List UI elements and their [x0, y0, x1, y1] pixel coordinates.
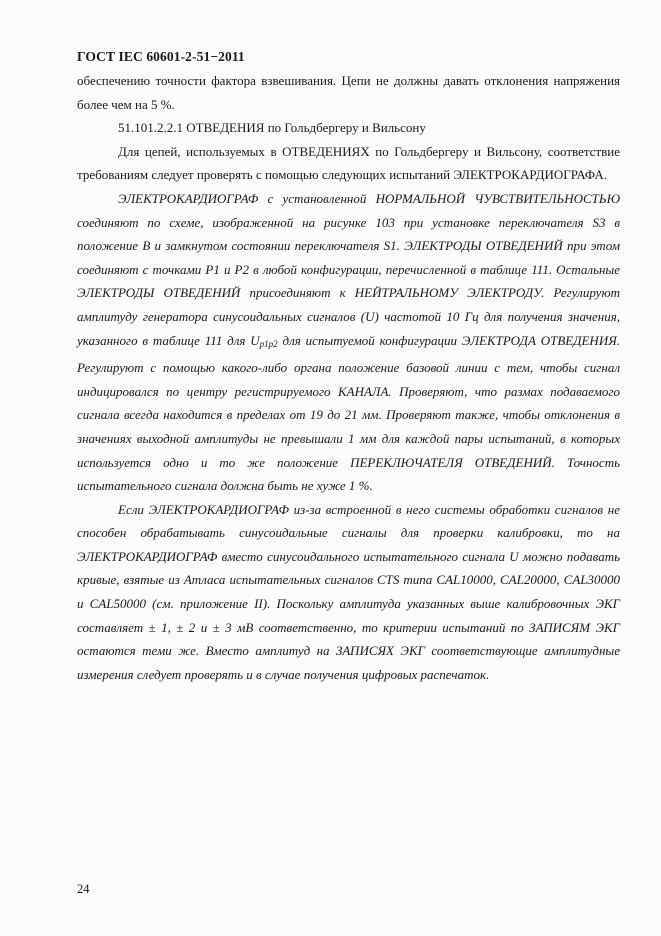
paragraph-continuation: обеспечению точности фактора взвешивания. Цепи не должны давать отклонения напряжения более чем на 5 %. [77, 73, 620, 112]
document-header: ГОСТ IEC 60601-2-51−2011 [77, 49, 245, 64]
document-body [77, 69, 620, 686]
paragraph-requirement: Для цепей, используемых в ОТВЕДЕНИЯХ по Гольдбергеру и Вильсону, соответствие требованиям следует проверять с помощью следующих испытаний ЭЛЕКТРОКАРДИОГРАФА. [77, 143, 620, 183]
test-procedure-text: ЭЛЕКТРОКАРДИОГРАФ с установленной НОРМАЛЬНОЙ ЧУВСТВИТЕЛЬНОСТЬЮ соединяют по схеме, изображенной на рисунке 103 при установке переключателя S3 в положение B и замкнутом состоянии переключателя S1. ЭЛЕКТРОДЫ ОТВЕДЕНИЙ при этом соединяют с точками P1 и P2 в любой конфигурации, перечисленной в таблице 111. Остальные ЭЛЕКТРОДЫ ОТВЕДЕНИЙ присоединяют к НЕЙТРАЛЬНОМУ ЭЛЕКТРОДУ. Регулируют амплитуду генератора синусоидальных сигналов (U) частотой 10 Гц для получения значения, указанного в таблице 111 для U [77, 190, 620, 348]
test-procedure-text-cont: для испытуемой конфигурации ЭЛЕКТРОДА ОТВЕДЕНИЯ. Регулируют с помощью какого-либо органа положение базовой линии с тем, чтобы сигнал индицировался по центру регистрируемого КАНАЛА. Проверяют, что размах подаваемого сигнала всегда находится в пределах от 19 до 21 мм. Проверяют также, чтобы отклонения в значениях выходной амплитуды не превышали 1 мм для каждой пары испытаний, в которых используется одно и то же положение ПЕРЕКЛЮЧАТЕЛЯ ОТВЕДЕНИЙ. Точность испытательного сигнала должна быть не хуже 1 %. [77, 332, 621, 494]
section-heading: 51.101.2.2.1 ОТВЕДЕНИЯ по Гольдбергеру и Вильсону [118, 120, 426, 136]
paragraph-test-procedure [77, 187, 620, 498]
paragraph-alternative-test: Если ЭЛЕКТРОКАРДИОГРАФ из-за встроенной в него системы обработки сигналов не способен обрабатывать синусоидальные сигналы для проверки калибровки, то на ЭЛЕКТРОКАРДИОГРАФ вместо синусоидального испытательного сигнала U можно подавать кривые, взятые из Атласа испытательных сигналов CTS типа CAL10000, CAL20000, CAL30000 и CAL50000 (см. приложение II). Поскольку амплитуда указанных выше калибровочных ЭКГ составляет ± 1, ± 2 и ± 3 мВ соответственно, то критерии испытаний по ЗАПИСЯМ ЭКГ остаются теми же. Вместо амплитуд на ЗАПИСЯХ ЭКГ соответствующие амплитудные измерения следует проверять и в случае получения цифровых распечаток. [77, 501, 620, 682]
page-number: 24 [77, 882, 90, 896]
voltage-subscript: p1p2 [259, 338, 278, 349]
